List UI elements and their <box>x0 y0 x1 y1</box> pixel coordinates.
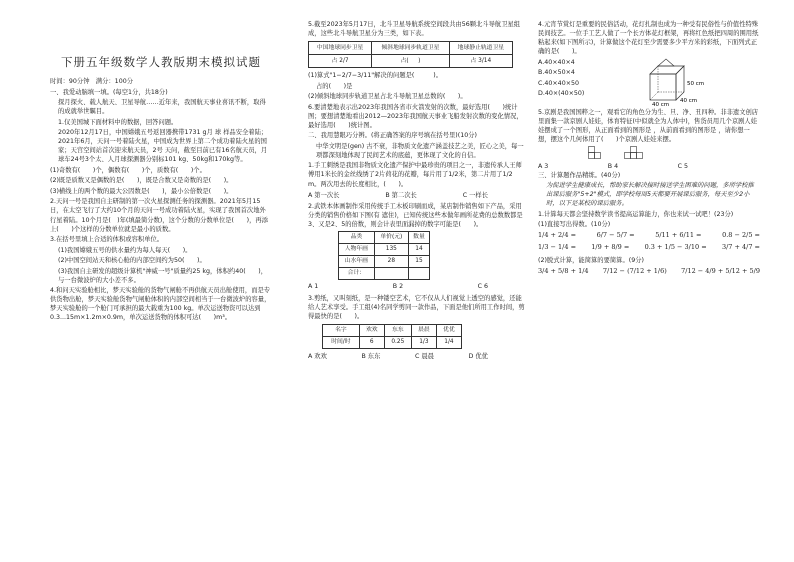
q3-part3: (3)我国自主研发的超级计算机"神威一号"质量约25 kg，体积约40( )，与一台微波炉的大小差不多。 <box>58 267 268 284</box>
section3-intro: 为促进学生健康成长，帮助家长解决接时接送学生困难的问题，多所学校推出课后服务"5+2"模式，即学校每周5天都要开展课后服务，每天至少2小时，以下是某校的课后服务。 <box>546 182 754 208</box>
calc-item: 3/7 + 4/7 = <box>721 243 760 252</box>
mc-q4-options <box>538 58 628 100</box>
calc1-title: 1.计算每天都会坚持数学读书提高运算能力，你也来试一试吧！(23分) <box>538 210 734 218</box>
option[interactable]: C 一样长 <box>462 191 488 199</box>
option[interactable]: A.40×40×4 <box>538 58 575 66</box>
calc1-part2: (2)脱式计算，能简算的要简算。(9分) <box>538 256 644 264</box>
calc-item: 7/12 − 4/9 + 5/12 + 5/9 <box>681 266 760 275</box>
lantern-box-figure <box>628 58 718 108</box>
satellite-table-header: 倾斜地球同步轨道卫星 <box>372 42 450 55</box>
papercut-table-cell: 6 <box>359 336 384 348</box>
section2-intro: 中华文明是(gen) 古不衰，非物质文化遗产涵盖技艺之美，匠心之美，每一项都深刻地体现了民间艺术的底蕴，更体现了文化的自信。 <box>316 142 524 159</box>
papercut-table-header: 晨晨 <box>411 324 436 336</box>
nianhua-table-header: 品类 <box>339 232 375 244</box>
q5-text: 5.截至2023年5月17日，北斗卫星导航系统空间段共由56颗北斗导航卫星组成，这些北斗导航卫星分为三类，如下表。 <box>308 21 521 38</box>
papercut-table-row-label: 时间/时 <box>323 336 360 348</box>
mc-q2-text: 2.武铁本体画制作采用传统手工木板印刷而成，某店制作销售如下产品，采用分类的销售价格如下图(有 遮住)，已知传统这些本做年画所花费的总数数都是 3、又是2、5的倍数，则会计表里面漏掉的数字可能是( )。 <box>308 202 523 228</box>
section2-heading: 二、我用慧眼巧分辨。(将正确答案的序号填在括号里)(10分) <box>308 132 477 140</box>
calc-item: 0.8 − 2/5 = <box>722 231 760 240</box>
option[interactable]: A 第一次长 <box>308 191 340 199</box>
nianhua-table-cell: 28 <box>374 256 408 268</box>
option[interactable]: A 1 <box>308 283 319 291</box>
exam-title: 下册五年级数学人教版期末模拟试题 <box>61 55 261 69</box>
calc-item: 3/4 + 5/8 + 1/4 <box>538 266 589 275</box>
mc-q3-text: 3.剪纸，又叫刻纸，是一种镂空艺术，它不仅从人们视觉上透空的感觉，还能给人艺术享受。手工组(4)名同学剪同一款作品，下面是他们所用工作时间，剪得最快的是( )。 <box>308 294 525 320</box>
mc-q3-options <box>308 352 488 361</box>
mc-q2-options <box>308 282 488 291</box>
column-left <box>50 20 272 324</box>
papercut-table-header: 名字 <box>323 324 360 336</box>
q3-text: 3.在括号里填上合适的体积或容积单位。 <box>50 236 164 244</box>
nianhua-table-header: 单价(元) <box>374 232 408 244</box>
view-shapes <box>588 146 760 160</box>
column-right <box>538 20 760 279</box>
satellite-table-cell: 占 2/7 <box>309 55 372 68</box>
option[interactable]: B 2 <box>392 283 404 291</box>
q6-text: 6.要清楚地表示出2023年我国各省市火箭发射的次数，最好选用( )统计图；要想清楚地看出2012—2023年我国航天事业飞船发射次数的变化情况，最好选用( )统计图。 <box>308 103 523 129</box>
calc-item: 1/4 + 2/4 = <box>538 231 577 240</box>
satellite-table <box>308 41 513 68</box>
nianhua-table-cell: 15 <box>408 256 429 268</box>
nianhua-table-header: 数量 <box>408 232 429 244</box>
nianhua-table-cell: 14 <box>408 244 429 256</box>
nianhua-table-cell: 人物年画 <box>339 244 375 256</box>
section1-heading: 一、我爱动脑填一填。(每空1分，共18分) <box>50 88 168 96</box>
papercut-table-cell: 1/4 <box>436 336 461 348</box>
mc-q4-block <box>538 58 760 108</box>
satellite-table-cell: 占 3/14 <box>449 55 512 68</box>
option[interactable]: A 3 <box>538 162 549 170</box>
option[interactable]: C.40×40×50 <box>538 79 579 87</box>
figure-label-width: 40 cm <box>680 97 698 104</box>
calc-item: 5/11 + 6/11 = <box>655 231 702 240</box>
left-view-shape-icon <box>624 146 648 160</box>
q2-text: 2.天问一号是我国自主研制的第一次火星探测任务的探测器。2021年5月15日，在太空飞行了大约10个月的天问一号成功着陆火星，实现了我国首次地外行星着陆。10个月是( )年(填最简分数)，这个分数的分数单位是( )，再添上( )个这样的分数单位就是最小的质数。 <box>50 198 268 233</box>
mc-q5-options <box>538 162 688 171</box>
satellite-table-cell: 占( ) <box>372 55 450 68</box>
option[interactable]: A 欢欢 <box>308 352 327 360</box>
calc-row-2 <box>538 243 760 252</box>
q4-text: 4.和问天实验舱相比，梦天实验舱的货物气闸舱不再供航天员出舱使用，而是专供货物出舱，梦天实验舱货物气闸舱体积的内部空间相当于一台微波炉的容量，梦天实验舱的一个舱门可承担的最大载重为100 kg。单次运送物资可以达到0.3...15m×1.2m×0.9m，单次运送货物的体积可达( )m³。 <box>50 287 271 322</box>
option[interactable]: C 6 <box>477 283 488 291</box>
option[interactable]: B 第二次长 <box>385 191 417 199</box>
option[interactable]: C 5 <box>677 162 688 170</box>
q5-part1b: 占的( )是 <box>316 82 353 90</box>
q5-part1: (1)算式"1−2/7−3/11"解决的问题是( )。 <box>308 72 443 80</box>
papercut-table-header: 优优 <box>436 324 461 336</box>
nianhua-table-cell <box>408 268 429 280</box>
papercut-table-cell: 0.25 <box>384 336 411 348</box>
figure-label-height: 50 cm <box>687 80 705 87</box>
mc-q1-text: 1.手工刺绣是我国非物质文化遗产保护中最珍贵的项目之一，非遗传承人王师傅用1米长的金丝线绣了2片荷花的花瓣，每片用了1/2米，第二片用了1/2 m。两次用去的长度相比，( )。 <box>308 162 522 188</box>
option[interactable]: B.40×50×4 <box>538 69 575 77</box>
option[interactable]: B 4 <box>607 162 619 170</box>
nianhua-table <box>338 231 430 280</box>
nianhua-table-cell: 山水年画 <box>339 256 375 268</box>
option[interactable]: D.40×(40×50) <box>538 90 585 98</box>
mc-q5-text: 5.京剧是我国国粹之一，观看它的角色分为生、旦、净、丑四种。非非遗文创店里面集一款京剧人娃娃，体育特征(中似就全为人体中)，售货员用几个京剧人娃娃摆成了一个图形，从正面看到的图形是 ，从前面看到的图形是 ，请你想一想，摆这个几何体用了( )个京剧人娃娃来摆。 <box>538 108 759 144</box>
q1-part2: (2)既是质数又是偶数的是( )，既是合数又是奇数的是( )。 <box>50 177 233 185</box>
nianhua-table-cell <box>374 268 408 280</box>
mc-q1-options <box>308 191 488 200</box>
satellite-table-header: 地球静止轨道卫星 <box>449 42 512 55</box>
q1-part3: (3)横线上的两个数的最大公因数是( )，最小公倍数是( )。 <box>50 187 233 195</box>
q3-part1: (1)我国嫦娥五号的供水量约为每人每天( )。 <box>58 246 192 254</box>
calc1-part1: (1)直接写出得数。(10分) <box>538 221 611 229</box>
nianhua-table-cell: 135 <box>374 244 408 256</box>
calc-row-1 <box>538 231 760 240</box>
calc-row-3 <box>538 267 760 276</box>
calc-item: 0.3 + 1/5 − 3/10 = <box>644 243 707 252</box>
figure-label-length: 40 cm <box>652 101 670 108</box>
q1-title: 1.仅美国城下面材料中的数据，回答问题。 <box>58 118 178 126</box>
nianhua-table-cell: 合计： <box>339 268 375 280</box>
papercut-table <box>322 324 462 349</box>
section1-intro: 探月探火、载人航天、卫星导航……近年来，我国航天事业喜讯不断，取得的成就举世瞩目。 <box>58 99 266 116</box>
option[interactable]: C 晨晨 <box>414 352 434 360</box>
column-middle <box>308 20 526 363</box>
papercut-table-header: 欢欢 <box>359 324 384 336</box>
calc-item: 1/3 − 1/4 = <box>538 243 577 252</box>
q1-material: 2020年12月17日，中国嫦娥五号返回器携带1731 g月 球 样品安全着陆；2021年6月，天问一号着陆火星，中国成为世界上第二个成功着陆火星的国家；天宫空间站首次迎来航天员，2号 天问，截至目前已有16名航天员，月球车24号3个太、人月球探测器分别标101 kg、50kg和170kg等。 <box>58 129 268 164</box>
q5-part2: (2)倾斜地球同步轨道卫星占北斗导航卫星总数的( )。 <box>308 93 467 101</box>
q3-part2: (2)中国空间站天和核心舱的内部空间约为50( )。 <box>58 257 206 265</box>
calc-item: 7/12 − (7/12 + 1/6) <box>602 266 667 275</box>
front-view-shape-icon <box>588 146 608 160</box>
section3-heading: 三、计算题作品精练。(40分) <box>538 171 621 179</box>
option[interactable]: B 东东 <box>361 352 381 360</box>
calc-item: 6/7 − 5/7 = <box>596 231 635 240</box>
papercut-table-cell: 1/3 <box>411 336 436 348</box>
papercut-table-header: 东东 <box>384 324 411 336</box>
mc-q4-text: 4.元宵节赏灯是重要的民俗活动，花灯扎制也成为一种受有民俗性与价值性特殊民间技艺。一位手工艺人做了一个长方体花灯框架，再将红色纸把四周的围用纸粘起来(如下图所示)，计算做这个花灯至少需要多少平方米的彩纸，下面列式正确的是( )。 <box>538 21 759 56</box>
calc-item: 1/9 + 8/9 = <box>591 243 630 252</box>
satellite-table-header: 中国地球同步卫星 <box>309 42 372 55</box>
option[interactable]: D 优优 <box>468 352 488 360</box>
q1-part1: (1)奇数有( )个，偶数有( )个，质数有( )个。 <box>50 166 206 174</box>
exam-meta: 时间：90分钟 满分：100分 <box>50 78 134 86</box>
